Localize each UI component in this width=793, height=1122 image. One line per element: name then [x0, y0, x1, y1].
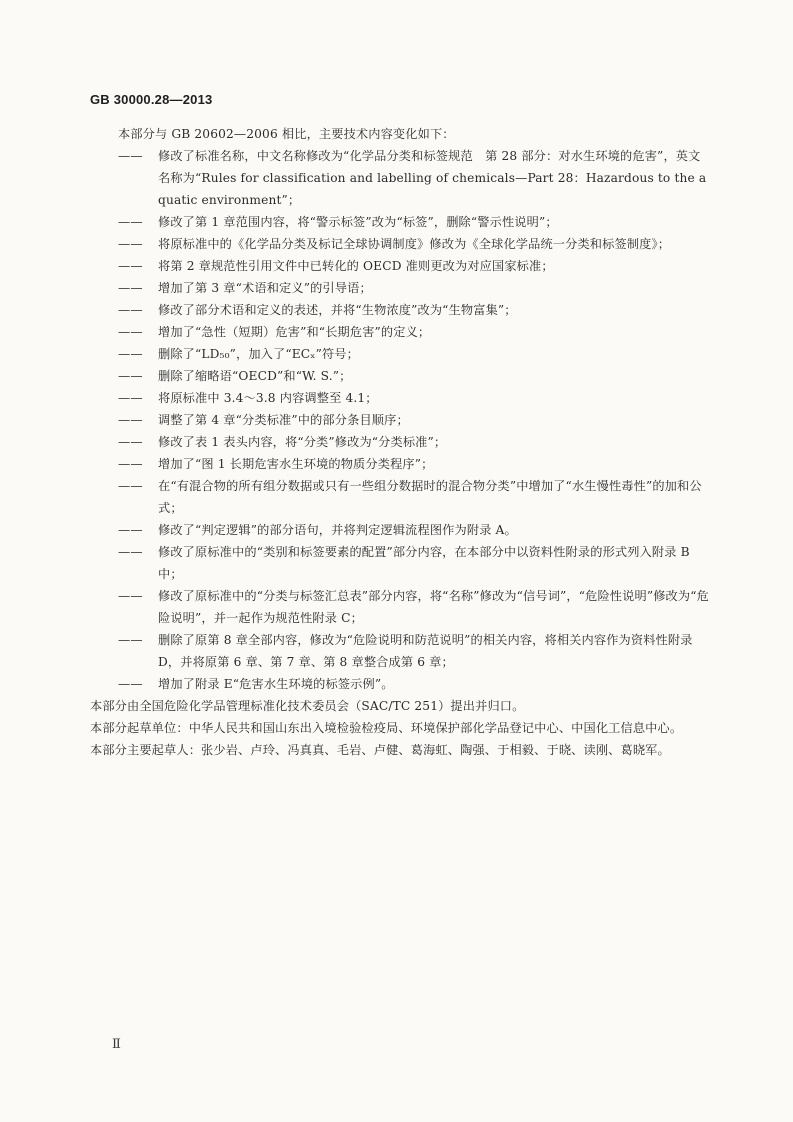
list-dash: ——: [118, 325, 143, 339]
list-dash: ——: [118, 237, 143, 251]
list-item-text: 修改了原标准中的“类别和标签要素的配置”部分内容，在本部分中以资料性附录的形式列入附录 B 中；: [158, 545, 690, 581]
change-list-item: [118, 431, 710, 453]
list-item-text: 调整了第 4 章“分类标准”中的部分条目顺序；: [158, 413, 409, 427]
list-item-text: 修改了“判定逻辑”的部分语句，并将判定逻辑流程图作为附录 A。: [158, 523, 517, 537]
list-dash: ——: [118, 479, 143, 493]
list-item-text: 修改了表 1 表头内容，将“分类”修改为“分类标准”；: [158, 435, 447, 449]
change-list-item: [118, 475, 710, 519]
change-list-item: [118, 673, 710, 695]
change-list-item: [118, 585, 710, 629]
list-item-text: 在“有混合物的所有组分数据或只有一些组分数据时的混合物分类”中增加了“水生慢性毒性”的加和公式；: [158, 479, 702, 515]
proposer-text: 本部分由全国危险化学品管理标准化技术委员会（SAC/TC 251）提出并归口。: [90, 699, 525, 713]
drafters-paragraph: [90, 739, 710, 761]
list-dash: ——: [118, 523, 143, 537]
page-number: Ⅱ: [112, 1037, 121, 1052]
change-list-item: [118, 453, 710, 475]
list-item-text: 修改了标准名称，中文名称修改为“化学品分类和标签规范 第 28 部分：对水生环境的危害”，英文名称为“Rules for classification and labelling of chemicals—Part 28：Hazardous to the aquatic environment”；: [158, 149, 707, 207]
list-dash: ——: [118, 391, 143, 405]
change-list-item: [118, 255, 710, 277]
list-dash: ——: [118, 633, 143, 647]
list-item-text: 删除了缩略语“OECD”和“W. S.”；: [158, 369, 352, 383]
list-dash: ——: [118, 149, 143, 163]
list-item-text: 增加了第 3 章“术语和定义”的引导语；: [158, 281, 372, 295]
list-item-text: 增加了“图 1 长期危害水生环境的物质分类程序”；: [158, 457, 434, 471]
change-list-item: [118, 299, 710, 321]
list-item-text: 增加了“急性（短期）危害”和“长期危害”的定义；: [158, 325, 431, 339]
intro-paragraph: 本部分与 GB 20602—2006 相比，主要技术内容变化如下：: [118, 127, 455, 141]
list-dash: ——: [118, 589, 143, 603]
list-item-text: 增加了附录 E“危害水生环境的标签示例”。: [158, 677, 394, 691]
list-dash: ——: [118, 435, 143, 449]
change-list-item: [118, 321, 710, 343]
change-list-item: [118, 409, 710, 431]
change-list-item: [118, 519, 710, 541]
list-dash: ——: [118, 413, 143, 427]
list-item-text: 将原标准中的《化学品分类及标记全球协调制度》修改为《全球化学品统一分类和标签制度》；: [158, 237, 671, 251]
change-list-item: [118, 541, 710, 585]
list-dash: ——: [118, 215, 143, 229]
list-dash: ——: [118, 677, 143, 691]
drafters-text: 本部分主要起草人：张少岩、卢玲、冯真真、毛岩、卢健、葛海虹、陶强、于相毅、于晓、读刚、葛晓军。: [90, 743, 670, 757]
change-list-item: [118, 387, 710, 409]
standard-code-header: GB 30000.28—2013: [90, 92, 213, 107]
foreword-body: [90, 123, 710, 761]
list-item-text: 修改了原标准中的“分类与标签汇总表”部分内容，将“名称”修改为“信号词”，“危险性说明”修改为“危险说明”，并一起作为规范性附录 C；: [158, 589, 709, 625]
list-item-text: 将原标准中 3.4～3.8 内容调整至 4.1；: [158, 391, 378, 405]
list-dash: ——: [118, 369, 143, 383]
change-list-item: [118, 211, 710, 233]
list-dash: ——: [118, 281, 143, 295]
list-item-text: 修改了部分术语和定义的表述，并将“生物浓度”改为“生物富集”；: [158, 303, 517, 317]
list-dash: ——: [118, 303, 143, 317]
change-list-item: [118, 233, 710, 255]
list-dash: ——: [118, 545, 143, 559]
change-list-item: [118, 145, 710, 211]
change-list-item: [118, 343, 710, 365]
list-dash: ——: [118, 347, 143, 361]
list-item-text: 将第 2 章规范性引用文件中已转化的 OECD 准则更改为对应国家标准；: [158, 259, 554, 273]
change-list-item: [118, 629, 710, 673]
change-list-item: [118, 365, 710, 387]
list-item-text: 删除了原第 8 章全部内容，修改为“危险说明和防范说明”的相关内容，将相关内容作为资料性附录 D，并将原第 6 章、第 7 章、第 8 章整合成第 6 章；: [158, 633, 693, 669]
list-dash: ——: [118, 259, 143, 273]
change-list-item: [118, 277, 710, 299]
list-item-text: 修改了第 1 章范围内容，将“警示标签”改为“标签”，删除“警示性说明”；: [158, 215, 558, 229]
change-list: [118, 145, 710, 695]
proposer-paragraph: [90, 695, 710, 717]
drafting-units-paragraph: [90, 717, 710, 739]
list-dash: ——: [118, 457, 143, 471]
drafting-units-text: 本部分起草单位：中华人民共和国山东出入境检验检疫局、环境保护部化学品登记中心、中国化工信息中心。: [90, 721, 683, 735]
list-item-text: 删除了“LD₅₀”，加入了“ECₓ”符号；: [158, 347, 359, 361]
